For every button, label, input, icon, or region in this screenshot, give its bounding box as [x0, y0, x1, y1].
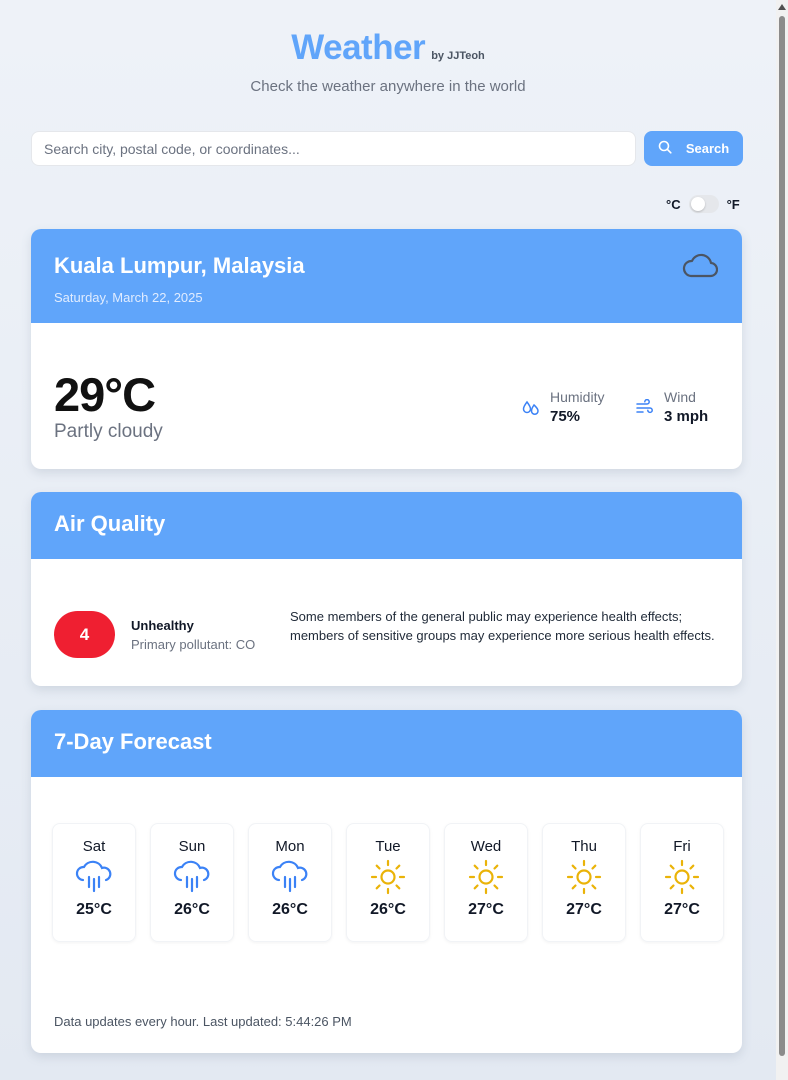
aqi-level: Unhealthy — [131, 618, 194, 633]
page-scrollbar[interactable] — [776, 0, 788, 1080]
celsius-label: °C — [666, 196, 681, 212]
scrollbar-thumb[interactable] — [779, 16, 785, 1056]
forecast-header — [31, 710, 742, 777]
forecast-day-temp: 26°C — [272, 901, 308, 918]
air-quality-title: Air Quality — [54, 511, 166, 536]
update-footnote: Data updates every hour. Last updated: 5:44:26 PM — [54, 1014, 352, 1029]
forecast-day-name: Thu — [571, 838, 597, 855]
forecast-day-temp: 27°C — [664, 901, 700, 918]
forecast-day-temp: 26°C — [370, 901, 406, 918]
current-weather-card — [31, 229, 742, 469]
wind-label: Wind — [664, 389, 696, 405]
unit-toggle — [666, 195, 740, 213]
humidity-value: 75% — [550, 408, 581, 425]
search-input[interactable] — [31, 131, 636, 166]
forecast-day-temp: 26°C — [174, 901, 210, 918]
forecast-day — [346, 823, 430, 942]
current-weather-header — [31, 229, 742, 323]
forecast-day-name: Tue — [375, 838, 401, 855]
unit-toggle-switch[interactable] — [689, 195, 719, 213]
scroll-up-arrow-icon[interactable] — [778, 4, 786, 10]
rain-icon — [151, 859, 233, 895]
forecast-title: 7-Day Forecast — [54, 729, 212, 754]
droplets-icon — [522, 399, 540, 425]
forecast-day-name: Wed — [470, 838, 502, 855]
forecast-day-temp: 27°C — [566, 901, 602, 918]
forecast-day — [248, 823, 332, 942]
humidity-stat — [522, 389, 604, 425]
rain-icon — [53, 859, 135, 895]
forecast-card — [31, 710, 742, 1053]
toggle-knob — [691, 197, 705, 211]
forecast-day — [542, 823, 626, 942]
search-button[interactable] — [644, 131, 743, 166]
aqi-description: Some members of the general public may experience health effects; members of sensitive groups may experience more serious health effects. — [290, 609, 715, 643]
wind-icon — [636, 399, 654, 425]
air-quality-header — [31, 492, 742, 559]
search-button-label: Search — [685, 141, 730, 156]
title-row — [0, 28, 776, 68]
forecast-days — [52, 823, 724, 942]
wind-stat — [636, 389, 708, 425]
wind-value: 3 mph — [664, 408, 709, 425]
forecast-day-name: Sat — [82, 838, 106, 855]
sun-icon — [445, 859, 527, 895]
forecast-day — [640, 823, 724, 942]
forecast-day-temp: 25°C — [76, 901, 112, 918]
current-temperature: 29°C — [54, 368, 156, 421]
forecast-day — [444, 823, 528, 942]
sun-icon — [641, 859, 723, 895]
fahrenheit-label: °F — [726, 196, 740, 212]
app-title: Weather — [291, 28, 426, 67]
app-byline: by JJTeoh — [431, 50, 485, 62]
aqi-pollutant: Primary pollutant: CO — [131, 637, 256, 652]
forecast-day — [150, 823, 234, 942]
app-header — [0, 28, 776, 95]
current-condition: Partly cloudy — [54, 421, 163, 442]
forecast-day-name: Fri — [673, 838, 691, 855]
rain-icon — [249, 859, 331, 895]
forecast-day — [52, 823, 136, 942]
app-tagline: Check the weather anywhere in the world — [250, 78, 526, 95]
forecast-day-name: Mon — [275, 838, 305, 855]
location-name: Kuala Lumpur, Malaysia — [54, 253, 305, 278]
aqi-badge: 4 — [54, 611, 115, 658]
cloud-icon — [682, 251, 718, 284]
forecast-day-name: Sun — [178, 838, 206, 855]
sun-icon — [347, 859, 429, 895]
forecast-day-temp: 27°C — [468, 901, 504, 918]
current-date: Saturday, March 22, 2025 — [54, 290, 203, 305]
humidity-label: Humidity — [550, 389, 605, 405]
search-icon — [658, 140, 672, 157]
sun-icon — [543, 859, 625, 895]
air-quality-card — [31, 492, 742, 686]
